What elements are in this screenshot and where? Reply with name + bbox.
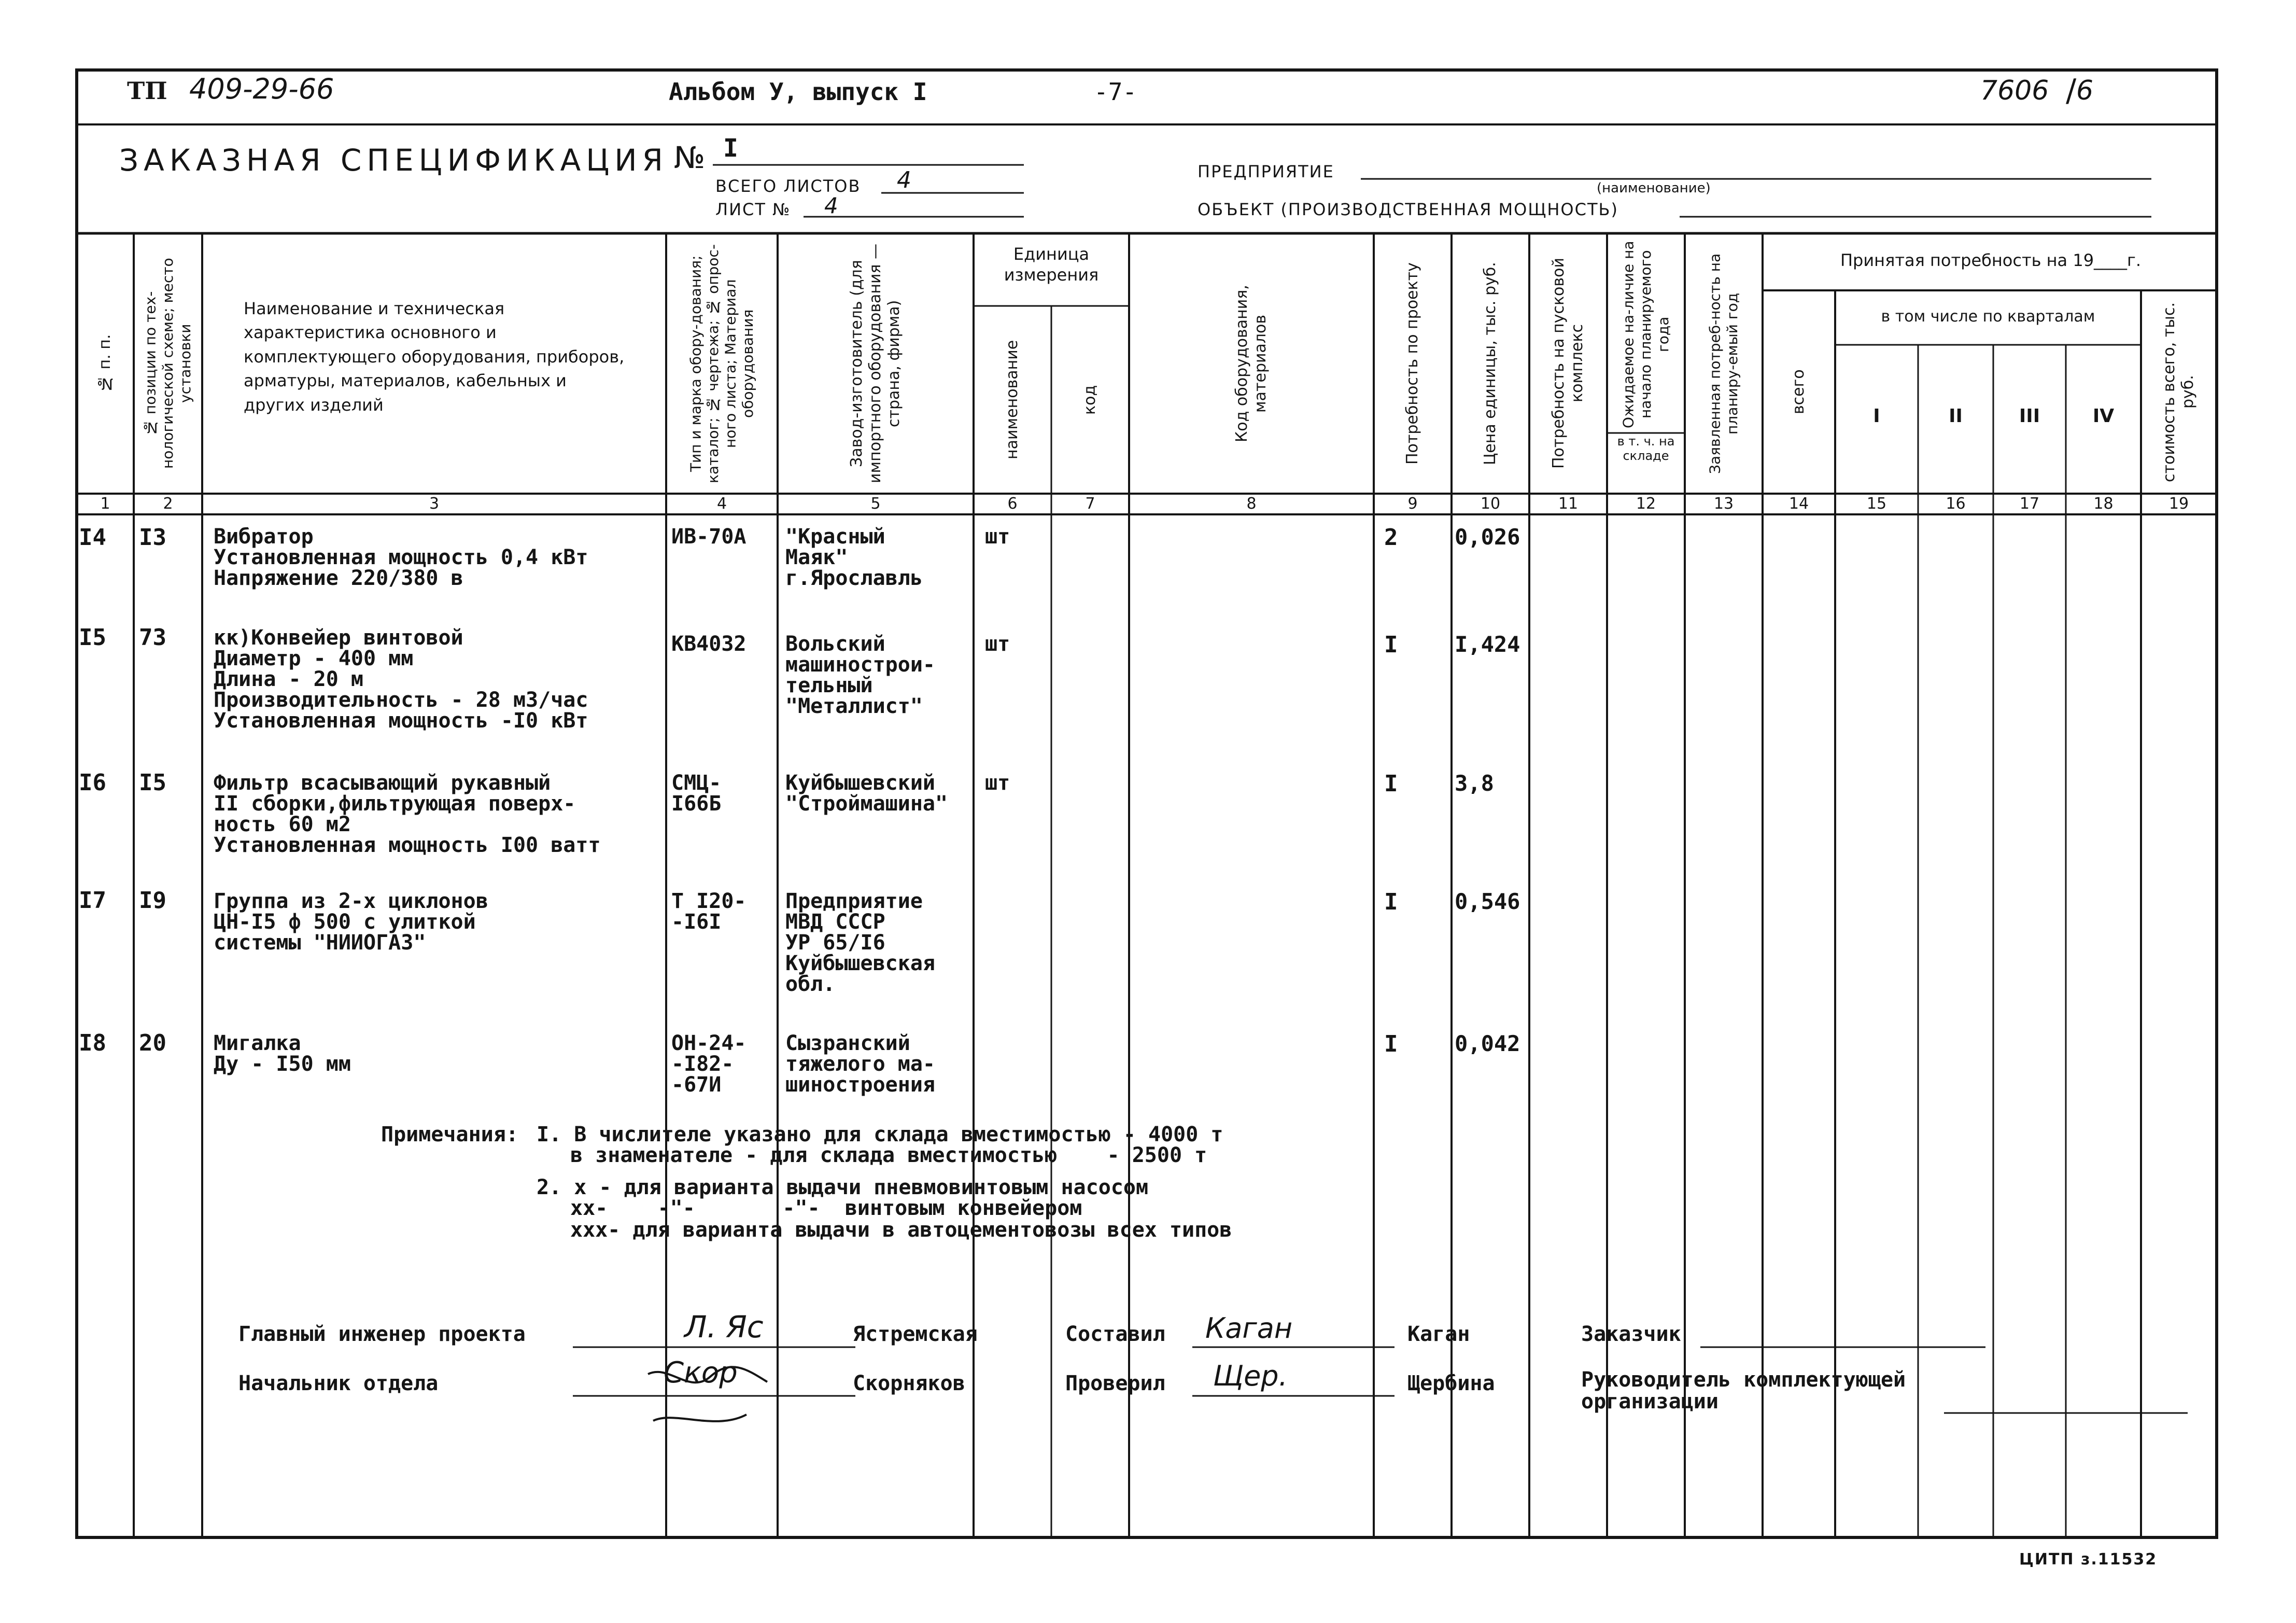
col-header-accepted: Принятая потребность на 19____г. bbox=[1840, 250, 2142, 270]
col-header-19: стоимость всего, тыс. руб. bbox=[2160, 302, 2197, 482]
row-price: 0,026 bbox=[1455, 524, 1520, 550]
col-number: 12 bbox=[1636, 495, 1656, 513]
checked-label: Проверил bbox=[1065, 1372, 1165, 1395]
row-unit: шт bbox=[985, 525, 1010, 549]
col-header-16: II bbox=[1949, 405, 1963, 427]
col-number: 8 bbox=[1246, 495, 1257, 513]
organization-head-label: Руководитель комплектующей организации bbox=[1581, 1368, 1906, 1414]
note-2a: 2. х - для варианта выдачи пневмовинтовым насосом bbox=[537, 1176, 1149, 1199]
row-qty: I bbox=[1384, 632, 1398, 658]
col-header-11: Потребность на пусковой комплекс bbox=[1550, 258, 1586, 469]
col-number: 6 bbox=[1007, 495, 1018, 513]
col-header-1: № п. п. bbox=[96, 334, 114, 393]
enterprise-label: ПРЕДПРИЯТИЕ bbox=[1198, 162, 1334, 181]
col-header-18: IV bbox=[2092, 405, 2115, 427]
row-name: Группа из 2-х циклонов ЦН-I5 ф 500 с улиткой системы "НИИОГАЗ" bbox=[214, 889, 488, 955]
row-pos: 20 bbox=[139, 1030, 166, 1056]
col-header-3: Наименование и техническая характеристика основного и комплектующего оборудования, приборов, арматуры, материалов, кабельных и других изделий bbox=[244, 299, 625, 415]
row-maker: Куйбышевский "Строймашина" bbox=[785, 771, 948, 816]
form-title: ЗАКАЗНАЯ СПЕЦИФИКАЦИЯ bbox=[119, 143, 668, 178]
customer-label: Заказчик bbox=[1581, 1322, 1681, 1346]
col-header-13: Заявленная потреб-ность на планиру-емый год bbox=[1706, 253, 1741, 474]
row-name: Фильтр всасывающий рукавный II сборки,фильтрующая поверх- ность 60 м2 Установленная мощность I00 ватт bbox=[214, 771, 601, 857]
composed-signature: Каган bbox=[1205, 1312, 1293, 1345]
col-header-unit-group: Единица измерения bbox=[1004, 244, 1099, 285]
note-1a: I. В числителе указано для склада вместимостью - 4000 т bbox=[537, 1123, 1223, 1146]
row-no: I8 bbox=[79, 1030, 106, 1056]
row-no: I6 bbox=[79, 769, 106, 796]
chief-engineer-signature: Л. Яс bbox=[684, 1309, 764, 1345]
row-unit: шт bbox=[985, 632, 1010, 656]
code-right: 6 bbox=[2076, 75, 2094, 106]
row-pos: 73 bbox=[139, 624, 166, 651]
footer-stamp: ЦИТП з.11532 bbox=[2019, 1550, 2158, 1569]
col-header-17: III bbox=[2019, 405, 2040, 427]
col-header-quarters: в том числе по кварталам bbox=[1881, 307, 2095, 326]
department-head-name: Скорняков bbox=[853, 1372, 965, 1395]
col-header-2: № позиции по тех-нологической схеме; место установки bbox=[142, 258, 194, 469]
note-2c: ххх- для варианта выдачи в автоцементовозы всех типов bbox=[570, 1218, 1232, 1242]
col-number: 4 bbox=[716, 495, 727, 513]
checked-signature: Щер. bbox=[1213, 1360, 1288, 1392]
code-left: 7606 bbox=[1980, 75, 2049, 106]
total-sheets-value: 4 bbox=[897, 167, 911, 193]
col-header-6: наименование bbox=[1003, 340, 1021, 460]
col-number: 15 bbox=[1866, 495, 1887, 513]
col-number: 19 bbox=[2168, 495, 2189, 513]
row-qty: 2 bbox=[1384, 524, 1398, 551]
row-qty: I bbox=[1384, 889, 1398, 915]
row-maker: Предприятие МВД СССР УР 65/I6 Куйбышевская обл. bbox=[785, 889, 935, 996]
row-pos: I5 bbox=[139, 769, 166, 796]
col-number: 16 bbox=[1946, 495, 1966, 513]
row-no: I4 bbox=[79, 524, 106, 551]
naming-label: (наименование) bbox=[1597, 180, 1711, 196]
row-unit: шт bbox=[985, 771, 1010, 795]
row-qty: I bbox=[1384, 771, 1398, 797]
col-header-8: Код оборудования, материалов bbox=[1233, 285, 1270, 442]
row-price: I,424 bbox=[1455, 632, 1520, 657]
col-number: 1 bbox=[100, 495, 110, 513]
col-number: 2 bbox=[163, 495, 173, 513]
album-label: Альбом У, выпуск I bbox=[669, 78, 927, 106]
col-header-15: I bbox=[1873, 405, 1880, 427]
row-maker: "Красный Маяк" г.Ярославль bbox=[785, 525, 923, 590]
col-number: 14 bbox=[1788, 495, 1809, 513]
row-qty: I bbox=[1384, 1031, 1398, 1057]
col-number: 18 bbox=[2093, 495, 2114, 513]
col-header-12: Ожидаемое на-личие на начало планируемого года bbox=[1619, 241, 1672, 428]
col-number: 7 bbox=[1085, 495, 1095, 513]
row-price: 0,546 bbox=[1455, 889, 1520, 914]
row-name: кк)Конвейер винтовой Диаметр - 400 мм Длина - 20 м Производительность - 28 м3/час Установленная мощность -I0 кВт bbox=[214, 626, 588, 733]
sheet-value: 4 bbox=[824, 193, 838, 218]
chief-engineer-label: Главный инженер проекта bbox=[238, 1322, 526, 1346]
row-name: Вибратор Установленная мощность 0,4 кВт Напряжение 220/380 в bbox=[214, 525, 588, 590]
row-price: 3,8 bbox=[1455, 771, 1494, 796]
row-maker: Сызранский тяжелого ма- шиностроения bbox=[785, 1031, 935, 1097]
checked-name: Щербина bbox=[1407, 1372, 1495, 1395]
code-slash: / bbox=[2066, 73, 2077, 109]
sheet-label: ЛИСТ № bbox=[715, 200, 791, 219]
row-name: Мигалка Ду - I50 мм bbox=[214, 1031, 351, 1076]
col-header-7: код bbox=[1081, 385, 1099, 415]
col-number: 17 bbox=[2019, 495, 2040, 513]
row-type: ИВ-70А bbox=[671, 525, 746, 549]
row-pos: I3 bbox=[139, 524, 166, 551]
object-label: ОБЪЕКТ (ПРОИЗВОДСТВЕННАЯ МОЩНОСТЬ) bbox=[1198, 200, 1618, 219]
col-number: 5 bbox=[870, 495, 881, 513]
col-number: 11 bbox=[1558, 495, 1579, 513]
col-header-4: Тип и марка обору-дования; каталог; № чертежа; № опрос-ного листа; Материал оборудования bbox=[687, 244, 757, 483]
tp-label: ТП bbox=[127, 77, 167, 105]
col-header-14: всего bbox=[1790, 369, 1808, 415]
row-type: СМЦ- I66Б bbox=[671, 771, 722, 816]
row-no: I7 bbox=[79, 887, 106, 914]
row-type: Т I20- -I6I bbox=[671, 889, 746, 934]
composed-label: Составил bbox=[1065, 1322, 1165, 1346]
total-sheets-label: ВСЕГО ЛИСТОВ bbox=[715, 176, 861, 196]
col-number: 9 bbox=[1407, 495, 1418, 513]
department-head-label: Начальник отдела bbox=[238, 1372, 439, 1395]
composed-name: Каган bbox=[1407, 1322, 1470, 1346]
note-2b: хх- -"- -"- винтовым конвейером bbox=[570, 1196, 1082, 1220]
col-number: 13 bbox=[1713, 495, 1734, 513]
page-number: -7- bbox=[1094, 78, 1137, 106]
row-price: 0,042 bbox=[1455, 1031, 1520, 1056]
row-pos: I9 bbox=[139, 887, 166, 914]
row-no: I5 bbox=[79, 624, 106, 651]
row-maker: Вольский машинострои- тельный "Металлист" bbox=[785, 632, 935, 718]
col-number: 10 bbox=[1480, 495, 1501, 513]
department-head-signature: Скор bbox=[664, 1356, 738, 1390]
notes-label: Примечания: bbox=[381, 1123, 518, 1146]
tp-number: 409-29-66 bbox=[189, 73, 334, 105]
row-type: ОН-24- -I82- -67И bbox=[671, 1031, 746, 1097]
col-header-9: Потребность по проекту bbox=[1403, 262, 1421, 465]
col-header-5: Завод-изготовитель (для импортного оборудования —страна, фирма) bbox=[848, 243, 903, 484]
chief-engineer-name: Ястремская bbox=[853, 1322, 978, 1346]
form-no-value: I bbox=[723, 134, 738, 163]
form-no-label: № bbox=[674, 140, 706, 175]
col-header-12-sub: в т. ч. на складе bbox=[1617, 434, 1675, 463]
col-header-10: Цена единицы, тыс. руб. bbox=[1481, 262, 1499, 465]
note-1b: в знаменателе - для склада вместимостью - 2500 т bbox=[570, 1143, 1207, 1167]
col-number: 3 bbox=[429, 495, 440, 513]
row-type: КВ4032 bbox=[671, 632, 746, 656]
